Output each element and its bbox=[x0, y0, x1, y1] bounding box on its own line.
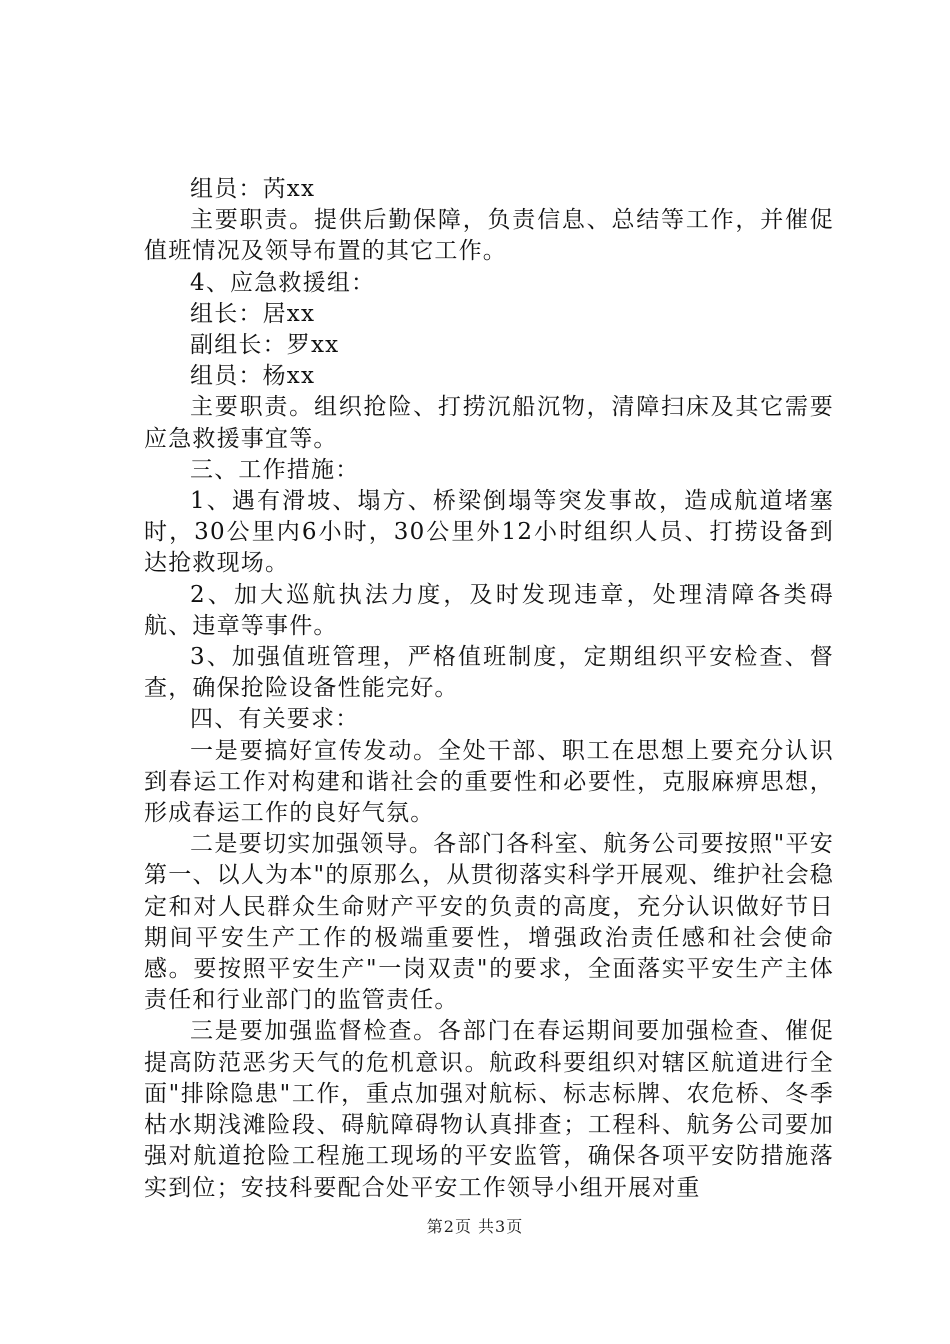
paragraph-requirement-1: 一是要搞好宣传发动。全处干部、职工在思想上要充分认识到春运工作对构建和谐社会的重要性和必要性，克服麻痹思想，形成春运工作的良好气氛。 bbox=[144, 737, 834, 827]
document-body bbox=[144, 174, 834, 1204]
paragraph-measure-1: 1、遇有滑坡、塌方、桥梁倒塌等突发事故，造成航道堵塞时，30公里内6小时，30公里外12小时组织人员、打捞设备到达抢救现场。 bbox=[144, 488, 834, 577]
paragraph-requirement-3: 三是要加强监督检查。各部门在春运期间要加强检查、催促提高防范恶劣天气的危机意识。航政科要组织对辖区航道进行全面"排除隐患"工作，重点加强对航标、标志标牌、农危桥、冬季枯水期浅滩险段、碍航障碍物认真排查；工程科、航务公司要加强对航道抢险工程施工现场的平安监管，确保各项平安防措施落实到位；安技科要配合处平安工作领导小组开展对重 bbox=[144, 1018, 834, 1201]
paragraph-requirement-2: 二是要切实加强领导。各部门各科室、航务公司要按照"平安第一、以人为本"的原那么，从贯彻落实科学开展观、维护社会稳定和对人民群众生命财产平安的负责的高度，充分认识做好节日期间平安生产工作的极端重要性，增强政治责任感和社会使命感。要按照平安生产"一岗双责"的要求，全面落实平安生产主体责任和行业部门的监管责任。 bbox=[144, 831, 834, 1014]
paragraph-rescue-group-heading: 4、应急救援组： bbox=[190, 269, 376, 296]
paragraph-member: 组员：芮xx bbox=[190, 176, 316, 202]
section-heading-requirements: 四、有关要求： bbox=[190, 706, 360, 733]
paragraph-group-leader: 组长：居xx bbox=[190, 300, 316, 327]
paragraph-deputy-leader: 副组长：罗xx bbox=[190, 332, 340, 359]
page-footer: 第2页 共3页 bbox=[426, 1217, 524, 1236]
paragraph-measure-3: 3、加强值班管理，严格值班制度，定期组织平安检查、督查，确保抢险设备性能完好。 bbox=[144, 644, 834, 702]
section-heading-measures: 三、工作措施： bbox=[190, 456, 360, 483]
paragraph-rescue-member: 组员：杨xx bbox=[190, 363, 316, 390]
paragraph-duties-rescue: 主要职责。组织抢险、打捞沉船沉物，清障扫床及其它需要应急救援事宜等。 bbox=[144, 394, 834, 452]
paragraph-duties-logistics: 主要职责。提供后勤保障，负责信息、总结等工作，并催促值班情况及领导布置的其它工作。 bbox=[144, 207, 834, 265]
paragraph-measure-2: 2、加大巡航执法力度，及时发现违章，处理清障各类碍航、违章等事件。 bbox=[144, 581, 834, 639]
